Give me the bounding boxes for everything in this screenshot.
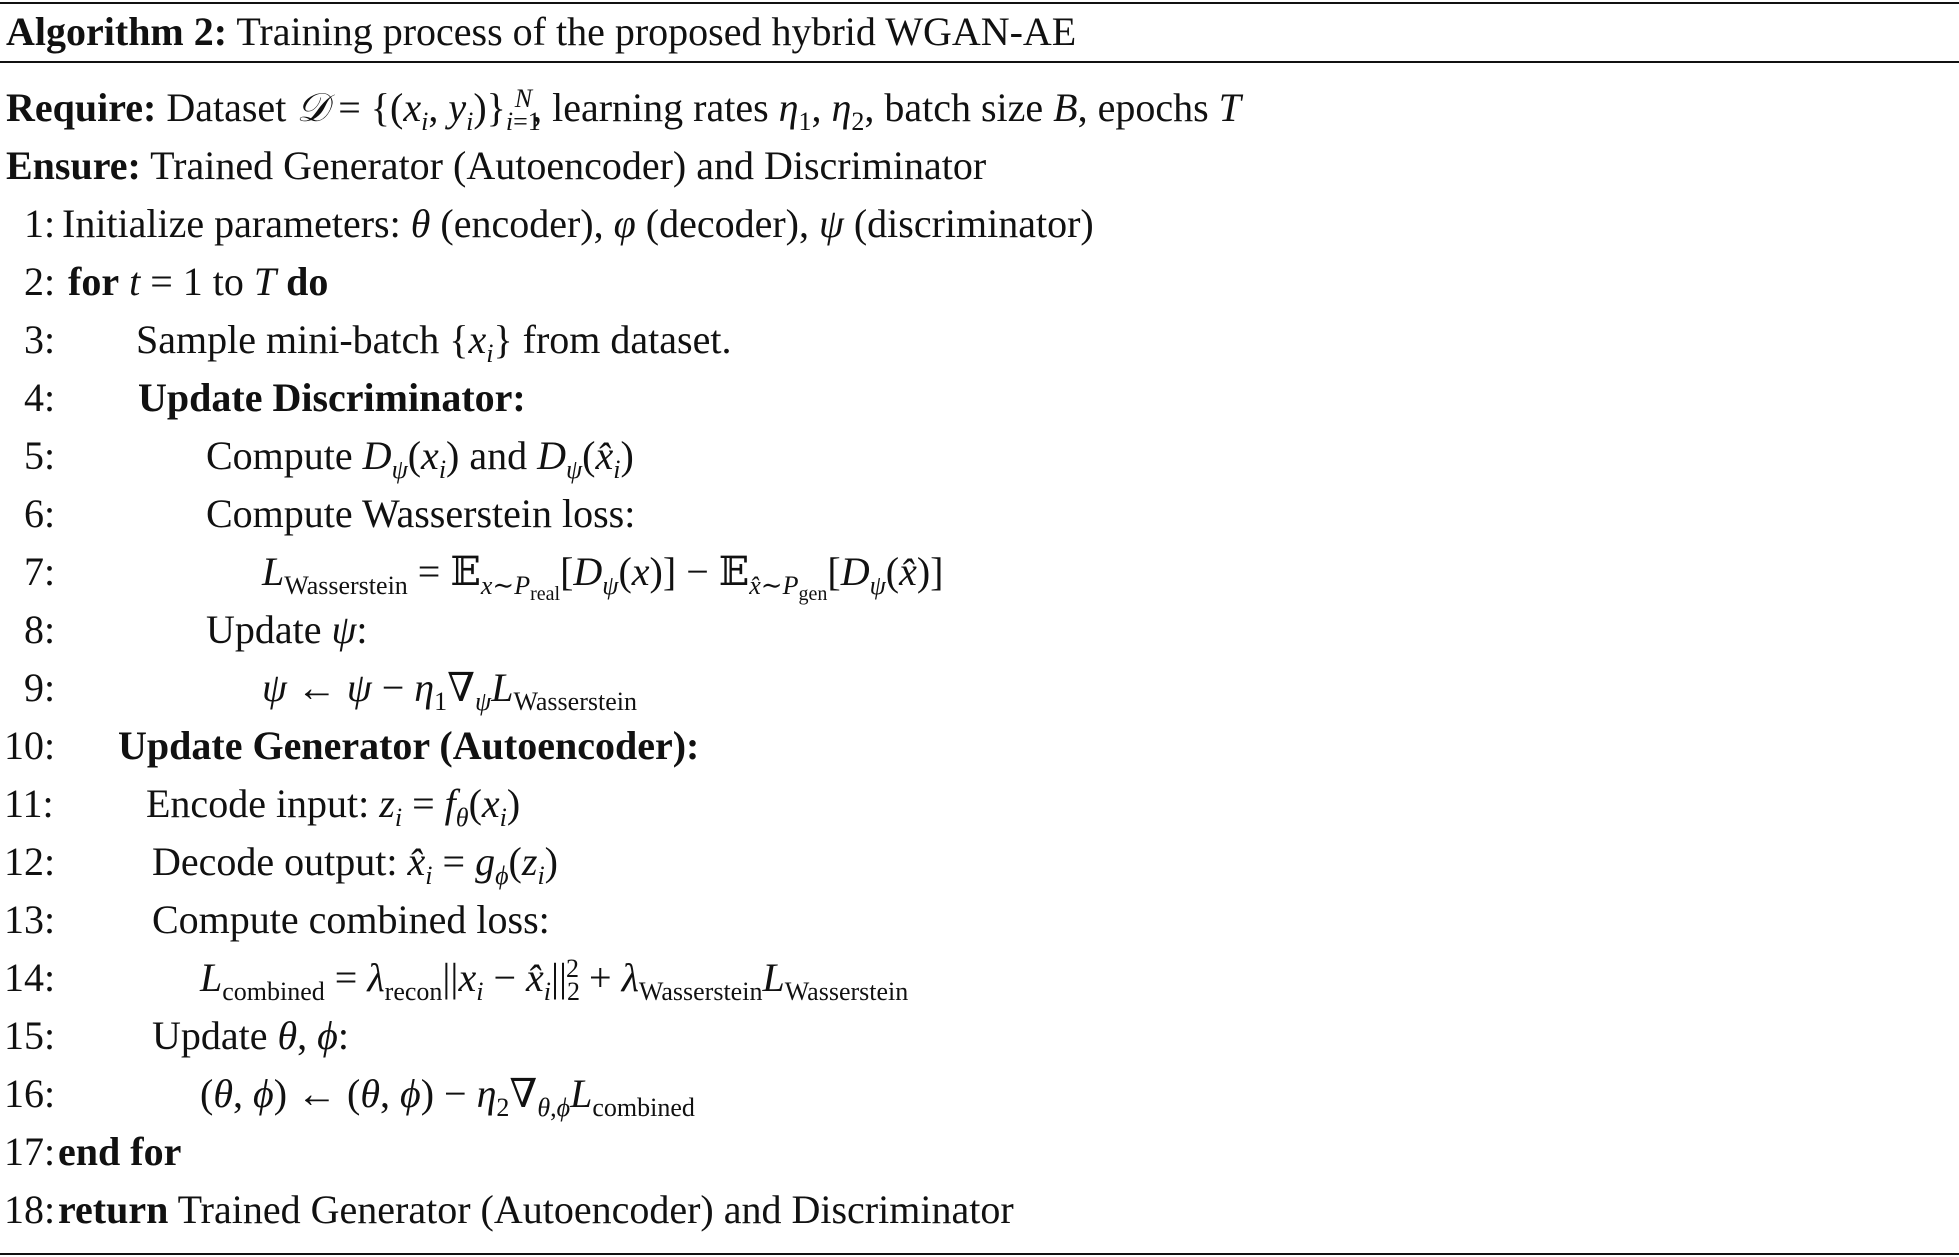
line-number: 9:	[24, 665, 56, 710]
line-number: 18:	[4, 1187, 56, 1232]
ensure-label: Ensure:	[6, 143, 141, 188]
ensure-text: Trained Generator (Autoencoder) and Discriminator	[150, 143, 987, 188]
line-text: Compute $D_\psi(x_i)$ and $D_\psi(x̂_i)$	[206, 433, 634, 484]
line-text: Encode input: $z_i = f_\theta(x_i)$	[146, 781, 521, 832]
line-number: 17:	[4, 1129, 56, 1174]
line-number: 8:	[24, 607, 56, 652]
line-text: end for	[58, 1129, 182, 1174]
line-text: Compute combined loss:	[152, 897, 550, 942]
line-text: Update θ, ϕ:	[152, 1013, 349, 1058]
line-text: return Trained Generator (Autoencoder) and Discriminator	[58, 1187, 1014, 1232]
line-text: ψ ← $\psi - \eta_1\nabla_\psi L_{Wasserstein}$	[262, 665, 637, 716]
line-text: Compute Wasserstein loss:	[206, 491, 636, 536]
line-text: for t = 1 to T do	[68, 259, 329, 304]
line-number: 13:	[4, 897, 56, 942]
line-text: Update ψ:	[206, 607, 368, 652]
caption-rule	[0, 61, 1959, 63]
line-number: 14:	[4, 955, 56, 1000]
line-number: 7:	[24, 549, 56, 594]
line-text: $L_{Wasserstein}$ = $𝔼_{x\sim P_{real}}[D_\psi(x)]$ − $𝔼_{x̂\sim P_{gen}}[D_\psi(x̂)]$	[262, 549, 944, 606]
line-text: Sample mini-batch $\{x_i\}$ from dataset.	[136, 317, 732, 368]
line-number: 4:	[24, 375, 56, 420]
line-text: (θ, ϕ) ← (θ, $\phi) - \eta_2\nabla_{\theta,\phi}L_{combined}$	[200, 1071, 695, 1122]
line-number: 3:	[24, 317, 56, 362]
line-number: 2:	[24, 259, 56, 304]
require-text: Dataset 𝒟 = {($x_i$, $y_i)\}_{i=1}^N$, learning rates $\eta_1$, $\eta_2$, batch size B, epochs T	[166, 83, 1241, 136]
line-number: 6:	[24, 491, 56, 536]
line-text: Initialize parameters: θ (encoder), φ (decoder), ψ (discriminator)	[62, 201, 1094, 246]
line-text: $L_{combined} = \lambda_{recon}||x_i$ − $x̂_i||_2^2 + \lambda_{Wasserstein}L_{Wasserstein}$	[200, 953, 909, 1006]
line-number: 15:	[4, 1013, 56, 1058]
line-text: Update Generator (Autoencoder):	[118, 723, 700, 768]
line-number: 10:	[4, 723, 56, 768]
line-number: 11:	[4, 781, 54, 826]
bottom-rule	[0, 1253, 1959, 1255]
line-text: Update Discriminator:	[138, 375, 526, 420]
line-number: 12:	[4, 839, 56, 884]
line-number: 16:	[4, 1071, 56, 1116]
require-label: Require:	[6, 85, 157, 130]
line-number: 5:	[24, 433, 56, 478]
algorithm-title: Training process of the proposed hybrid WGAN-AE	[236, 9, 1077, 54]
algorithm-caption	[6, 4, 1076, 60]
line-number: 1:	[24, 201, 56, 246]
line-text: Decode output: $x̂_i = g_\phi(z_i)$	[152, 839, 558, 890]
algorithm-label: Algorithm 2:	[6, 9, 228, 54]
